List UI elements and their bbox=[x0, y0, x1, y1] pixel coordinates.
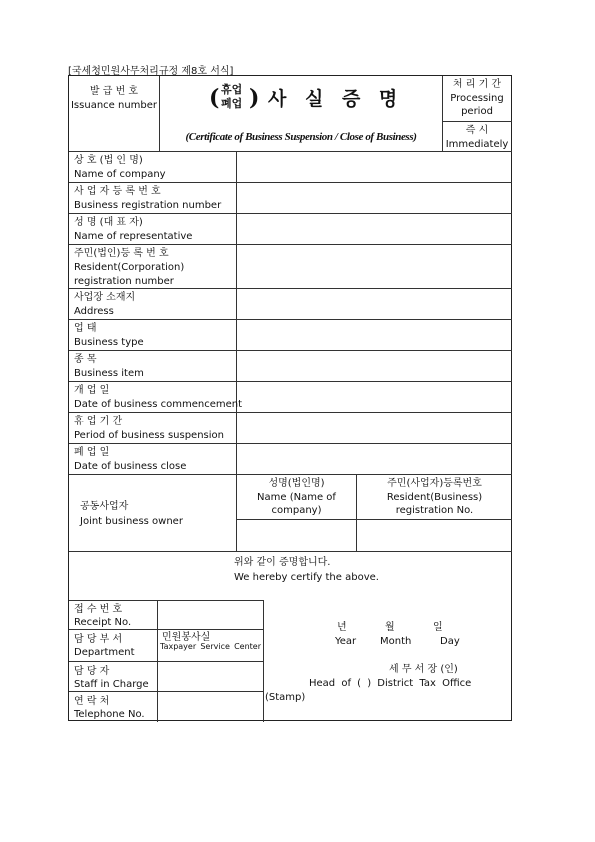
divider bbox=[69, 629, 263, 630]
company-name-label-en: Name of company bbox=[74, 169, 166, 180]
tax-office-head-ko: 세 무 서 장 (인) bbox=[389, 664, 458, 675]
business-type-label-en: Business type bbox=[74, 337, 144, 348]
date-month-ko: 월 bbox=[385, 622, 395, 633]
department-value-ko: 민원봉사실 bbox=[162, 632, 211, 643]
processing-period-value-ko: 즉 시 bbox=[465, 125, 489, 136]
joint-name-field[interactable] bbox=[237, 520, 356, 551]
resident-registration-field[interactable] bbox=[237, 245, 512, 288]
date-day-en: Day bbox=[440, 636, 460, 647]
divider bbox=[442, 121, 512, 122]
joint-name-header-en: Name (Name of company) bbox=[257, 492, 336, 516]
close-date-label-en: Date of business close bbox=[74, 461, 187, 472]
resident-registration-label-en: Resident(Corporation) bbox=[74, 262, 185, 273]
receipt-number-field[interactable] bbox=[158, 601, 263, 629]
address-label-ko: 사업장 소재지 bbox=[74, 292, 136, 303]
staff-field[interactable] bbox=[158, 662, 263, 691]
joint-owner-label-en: Joint business owner bbox=[80, 516, 183, 527]
stamp-label: (Stamp) bbox=[265, 692, 306, 703]
issuance-number-label-ko: 발 급 번 호 bbox=[89, 86, 139, 97]
receipt-number-label-en: Receipt No. bbox=[74, 617, 132, 628]
business-type-label-ko: 업 태 bbox=[74, 323, 97, 334]
staff-label-en: Staff in Charge bbox=[74, 679, 149, 690]
receipt-number-label-ko: 접 수 번 호 bbox=[74, 604, 123, 615]
joint-name-header-ko: 성명(법인명) bbox=[268, 478, 325, 489]
business-registration-field[interactable] bbox=[237, 183, 512, 213]
tax-office-head-en: Head of ( ) District Tax Office bbox=[309, 678, 472, 689]
title-paren-open: ( bbox=[209, 85, 220, 111]
page-title: 사 실 증 명 bbox=[268, 88, 404, 110]
certify-statement-en: We hereby certify the above. bbox=[234, 572, 379, 583]
business-item-label-en: Business item bbox=[74, 368, 144, 379]
title-close-ko: 폐업 bbox=[221, 97, 243, 110]
suspension-period-label-ko: 휴 업 기 간 bbox=[74, 416, 123, 427]
company-name-field[interactable] bbox=[237, 152, 512, 182]
date-year-en: Year bbox=[335, 636, 357, 647]
resident-registration-label-ko: 주민(법인)등 록 번 호 bbox=[74, 248, 169, 259]
telephone-label-en: Telephone No. bbox=[74, 709, 145, 720]
company-name-label-ko: 상 호 (법 인 명) bbox=[74, 155, 143, 166]
suspension-period-label-en: Period of business suspension bbox=[74, 430, 224, 441]
close-date-label-ko: 폐 업 일 bbox=[74, 447, 110, 458]
form-code: [국세청민원사무처리규정 제8호 서식] bbox=[68, 66, 234, 77]
department-value-en: Taxpayer Service Center bbox=[160, 642, 261, 651]
date-month-en: Month bbox=[380, 636, 412, 647]
business-item-field[interactable] bbox=[237, 351, 512, 381]
department-label-ko: 담 당 부 서 bbox=[74, 634, 123, 645]
issuance-number-label-en: Issuance number bbox=[70, 100, 158, 111]
address-field[interactable] bbox=[237, 289, 512, 319]
certificate-form bbox=[68, 75, 512, 721]
business-item-label-ko: 종 목 bbox=[74, 354, 97, 365]
department-label-en: Department bbox=[74, 647, 135, 658]
page-subtitle: (Certificate of Business Suspension / Close of Business) bbox=[185, 131, 417, 143]
divider bbox=[263, 600, 264, 722]
joint-registration-header-ko: 주민(사업자)등록번호 bbox=[387, 478, 482, 489]
joint-owner-label-ko: 공동사업자 bbox=[80, 501, 129, 512]
representative-field[interactable] bbox=[237, 214, 512, 244]
divider bbox=[69, 474, 512, 475]
representative-label-ko: 성 명 (대 표 자) bbox=[74, 217, 143, 228]
business-type-field[interactable] bbox=[237, 320, 512, 350]
representative-label-en: Name of representative bbox=[74, 231, 193, 242]
joint-registration-header-en: Resident(Business) registration No. bbox=[386, 492, 483, 516]
certify-statement-ko: 위와 같이 증명합니다. bbox=[234, 557, 331, 568]
processing-period-label-ko: 처 리 기 간 bbox=[452, 79, 502, 90]
telephone-field[interactable] bbox=[158, 692, 263, 722]
date-day-ko: 일 bbox=[433, 622, 443, 633]
commencement-date-label-ko: 개 업 일 bbox=[74, 385, 110, 396]
processing-period-label-en: Processing period bbox=[450, 93, 504, 117]
processing-period-value-en: Immediately bbox=[445, 139, 509, 150]
joint-registration-field[interactable] bbox=[357, 520, 512, 551]
commencement-date-label-en: Date of business commencement bbox=[74, 399, 243, 410]
date-year-ko: 년 bbox=[337, 622, 347, 633]
suspension-period-field[interactable] bbox=[237, 413, 512, 443]
staff-label-ko: 담 당 자 bbox=[74, 666, 110, 677]
commencement-date-field[interactable] bbox=[237, 382, 512, 412]
title-suspension-ko: 휴업 bbox=[221, 83, 243, 96]
close-date-field[interactable] bbox=[237, 444, 512, 474]
divider bbox=[69, 551, 512, 552]
address-label-en: Address bbox=[74, 306, 114, 317]
divider bbox=[159, 76, 160, 151]
business-registration-label-en: Business registration number bbox=[74, 200, 222, 211]
title-paren-close: ) bbox=[249, 85, 260, 111]
telephone-label-ko: 연 락 처 bbox=[74, 696, 110, 707]
business-registration-label-ko: 사 업 자 등 록 번 호 bbox=[74, 186, 161, 197]
resident-registration-label-en-2: registration number bbox=[74, 276, 174, 287]
